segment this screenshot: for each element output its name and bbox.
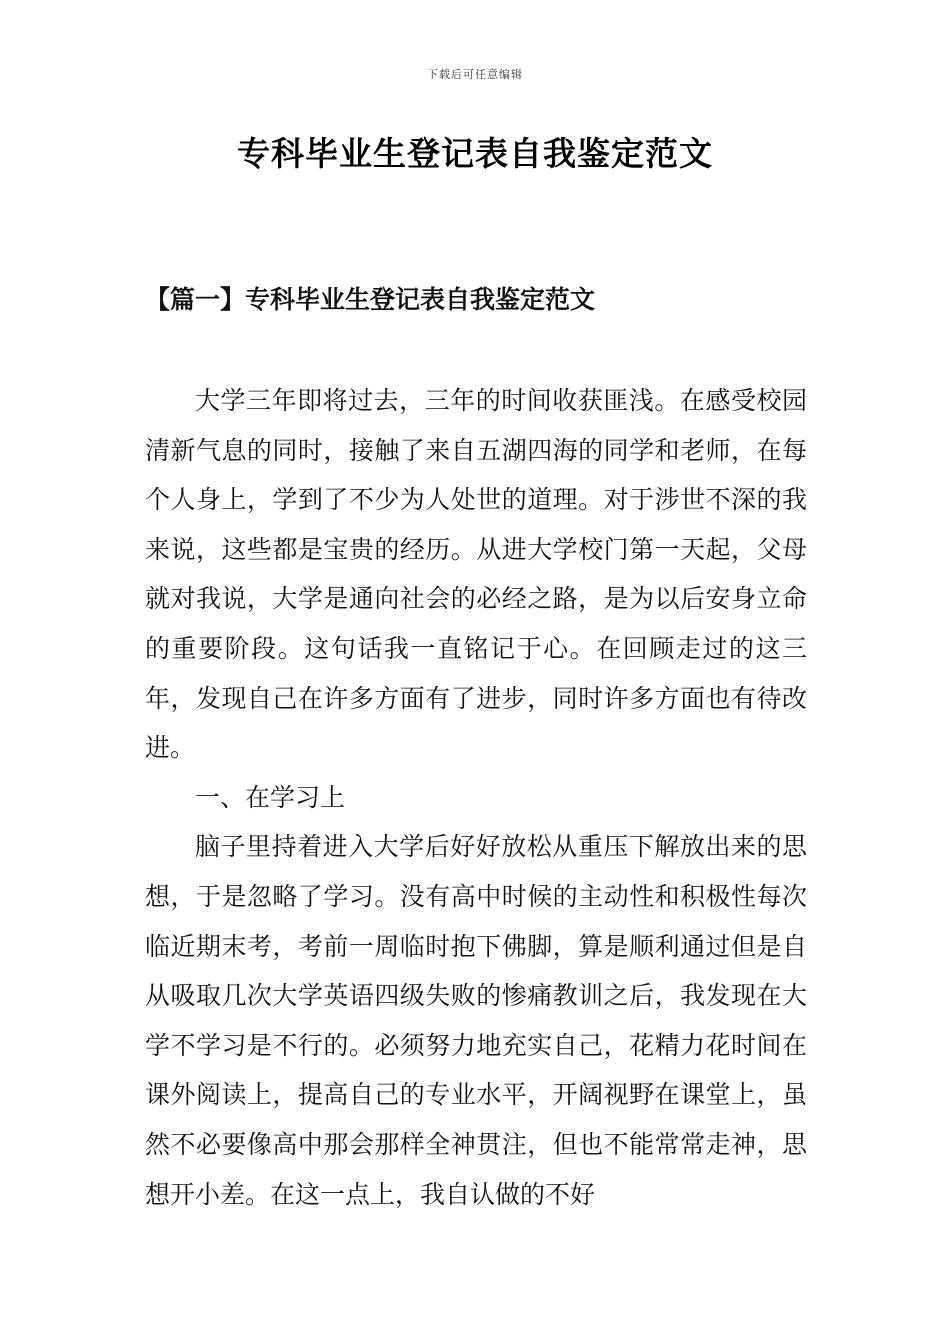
body-text: [145, 376, 807, 1219]
paragraph-subheading-study: 一、在学习上: [195, 782, 346, 812]
section-heading: 【篇一】专科毕业生登记表自我鉴定范文: [145, 285, 596, 314]
paragraph-intro: 大学三年即将过去，三年的时间收获匪浅。在感受校园清新气息的同时，接触了来自五湖四海的同学和老师，在每个人身上，学到了不少为人处世的道理。对于涉世不深的我来说，这些都是宝贵的经历。从进大学校门第一天起，父母就对我说，大学是通向社会的必经之路，是为以后安身立命的重要阶段。这句话我一直铭记于心。在回顾走过的这三年，发现自己在许多方面有了进步，同时许多方面也有待改进。: [145, 386, 807, 763]
header-note: 下载后可任意编辑: [427, 68, 523, 81]
paragraph-study: 脑子里持着进入大学后好好放松从重压下解放出来的思想，于是忽略了学习。没有高中时候的主动性和积极性每次临近期末考，考前一周临时抱下佛脚，算是顺利通过但是自从吸取几次大学英语四级失败的惨痛教训之后，我发现在大学不学习是不行的。必须努力地充实自己，花精力花时间在课外阅读上，提高自己的专业水平，开阔视野在课堂上，虽然不必要像高中那会那样全神贯注，但也不能常常走神，思想开小差。在这一点上，我自认做的不好: [145, 832, 807, 1209]
document-title: 专科毕业生登记表自我鉴定范文: [237, 134, 713, 173]
